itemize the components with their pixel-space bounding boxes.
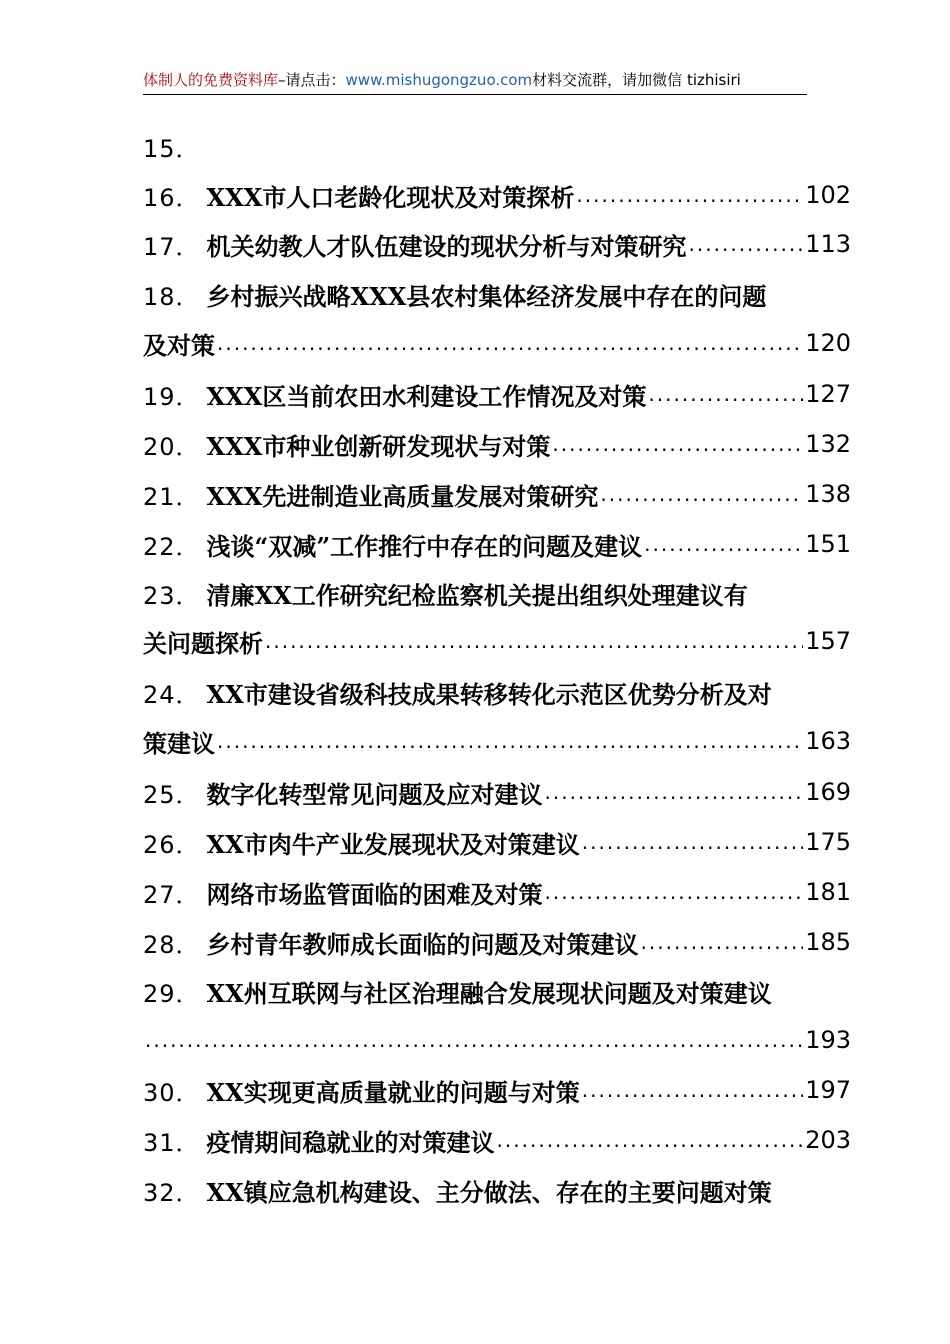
dot-leader xyxy=(217,726,803,756)
toc-entry[interactable] xyxy=(143,527,851,561)
toc-entry-continuation[interactable] xyxy=(143,1023,851,1057)
toc-page-number: 185 xyxy=(805,928,851,956)
toc-entry[interactable] xyxy=(143,277,851,311)
dot-leader xyxy=(582,827,803,857)
dot-leader xyxy=(582,1075,803,1105)
dot-leader xyxy=(576,180,803,210)
dot-leader xyxy=(641,927,804,957)
toc-page-number: 181 xyxy=(805,878,851,906)
toc-entry[interactable] xyxy=(143,1173,851,1207)
toc-page-number: 193 xyxy=(805,1026,851,1054)
toc-entry[interactable] xyxy=(143,1123,851,1157)
toc-title: 及对策 xyxy=(143,330,215,360)
toc-number: 24． xyxy=(143,680,201,709)
toc-title: 网络市场监管面临的困难及对策 xyxy=(206,879,543,909)
toc-entry[interactable] xyxy=(143,576,851,610)
dot-leader xyxy=(600,479,803,509)
toc-entry-continuation[interactable] xyxy=(143,326,851,360)
toc-page-number: 127 xyxy=(805,380,851,408)
toc-entry[interactable] xyxy=(143,129,851,163)
toc-number: 19． xyxy=(143,382,201,411)
toc-entry[interactable] xyxy=(143,875,851,909)
dot-leader xyxy=(545,877,804,907)
header-prompt: –请点击： xyxy=(278,71,346,89)
toc-entry-continuation[interactable] xyxy=(143,624,851,658)
dot-leader xyxy=(217,328,803,358)
toc-number: 32． xyxy=(143,1178,201,1207)
toc-title: 关问题探析 xyxy=(143,628,263,658)
toc-number: 31． xyxy=(143,1128,201,1157)
toc-title: 策建议 xyxy=(143,728,215,758)
toc-number: 18． xyxy=(143,282,201,311)
toc-title: XX镇应急机构建设、主分做法、存在的主要问题对策 xyxy=(206,1177,772,1207)
dot-leader xyxy=(145,1025,803,1055)
toc-entry[interactable] xyxy=(143,377,851,411)
toc-number: 23． xyxy=(143,581,201,610)
toc-title: 机关幼教人才队伍建设的现状分析与对策研究 xyxy=(206,231,687,261)
toc-title: XX州互联网与社区治理融合发展现状问题及对策建议 xyxy=(206,978,772,1008)
toc-page-number: 132 xyxy=(805,430,851,458)
dot-leader xyxy=(545,777,804,807)
toc-number: 27． xyxy=(143,880,201,909)
toc-number: 28． xyxy=(143,930,201,959)
toc-entry[interactable] xyxy=(143,178,851,212)
toc-number: 20． xyxy=(143,432,201,461)
dot-leader xyxy=(644,529,803,559)
toc-page-number: 175 xyxy=(805,828,851,856)
toc-title: XXX先进制造业高质量发展对策研究 xyxy=(206,481,599,511)
toc-title: XXX市人口老龄化现状及对策探析 xyxy=(206,182,575,212)
toc-entry[interactable] xyxy=(143,974,851,1008)
toc-page-number: 138 xyxy=(805,480,851,508)
toc-title: 数字化转型常见问题及应对建议 xyxy=(206,779,543,809)
toc-entry[interactable] xyxy=(143,825,851,859)
toc-number: 15． xyxy=(143,134,201,163)
dot-leader xyxy=(552,429,803,459)
header-brand: 体制人的免费资料库 xyxy=(143,71,279,89)
toc-page-number: 102 xyxy=(805,181,851,209)
toc-page-number: 197 xyxy=(805,1076,851,1104)
toc-page-number: 113 xyxy=(805,230,851,258)
toc-title: 清廉XX工作研究纪检监察机关提出组织处理建议有 xyxy=(206,580,748,610)
toc-number: 21． xyxy=(143,482,201,511)
toc-title: XX实现更高质量就业的问题与对策 xyxy=(206,1077,580,1107)
toc-title: XXX市种业创新研发现状与对策 xyxy=(206,431,551,461)
dot-leader xyxy=(648,379,803,409)
toc-page-number: 157 xyxy=(805,627,851,655)
header-tail: 材料交流群，请加微信 tizhisiri xyxy=(532,71,741,89)
toc-number: 26． xyxy=(143,830,201,859)
toc-title: 疫情期间稳就业的对策建议 xyxy=(206,1127,495,1157)
toc-page-number: 120 xyxy=(805,329,851,357)
toc-title: XX市肉牛产业发展现状及对策建议 xyxy=(206,829,580,859)
toc-title: 乡村青年教师成长面临的问题及对策建议 xyxy=(206,929,639,959)
toc-number: 16． xyxy=(143,183,201,212)
toc-title: XXX区当前农田水利建设工作情况及对策 xyxy=(206,381,647,411)
dot-leader xyxy=(689,229,804,259)
toc-number: 22． xyxy=(143,532,201,561)
toc-entry-continuation[interactable] xyxy=(143,724,851,758)
toc-page-number: 203 xyxy=(805,1126,851,1154)
toc-entry[interactable] xyxy=(143,1073,851,1107)
toc-number: 25． xyxy=(143,780,201,809)
toc-number: 30． xyxy=(143,1078,201,1107)
toc-title: 乡村振兴战略XXX县农村集体经济发展中存在的问题 xyxy=(206,281,767,311)
toc-page-number: 151 xyxy=(805,530,851,558)
dot-leader xyxy=(497,1125,804,1155)
toc-entry[interactable] xyxy=(143,775,851,809)
toc-entry[interactable] xyxy=(143,925,851,959)
toc-entry[interactable] xyxy=(143,675,851,709)
toc-title: XX市建设省级科技成果转移转化示范区优势分析及对 xyxy=(206,679,772,709)
toc-page-number: 169 xyxy=(805,778,851,806)
toc-entry[interactable] xyxy=(143,427,851,461)
toc-entry[interactable] xyxy=(143,477,851,511)
toc-title: 浅谈“双减”工作推行中存在的问题及建议 xyxy=(206,531,643,561)
page-header xyxy=(143,68,807,95)
toc-number: 29． xyxy=(143,979,201,1008)
toc-entry[interactable] xyxy=(143,227,851,261)
header-url-link[interactable]: www.mishugongzuo.com xyxy=(345,71,533,89)
dot-leader xyxy=(265,626,803,656)
toc-page-number: 163 xyxy=(805,727,851,755)
toc-number: 17． xyxy=(143,232,201,261)
